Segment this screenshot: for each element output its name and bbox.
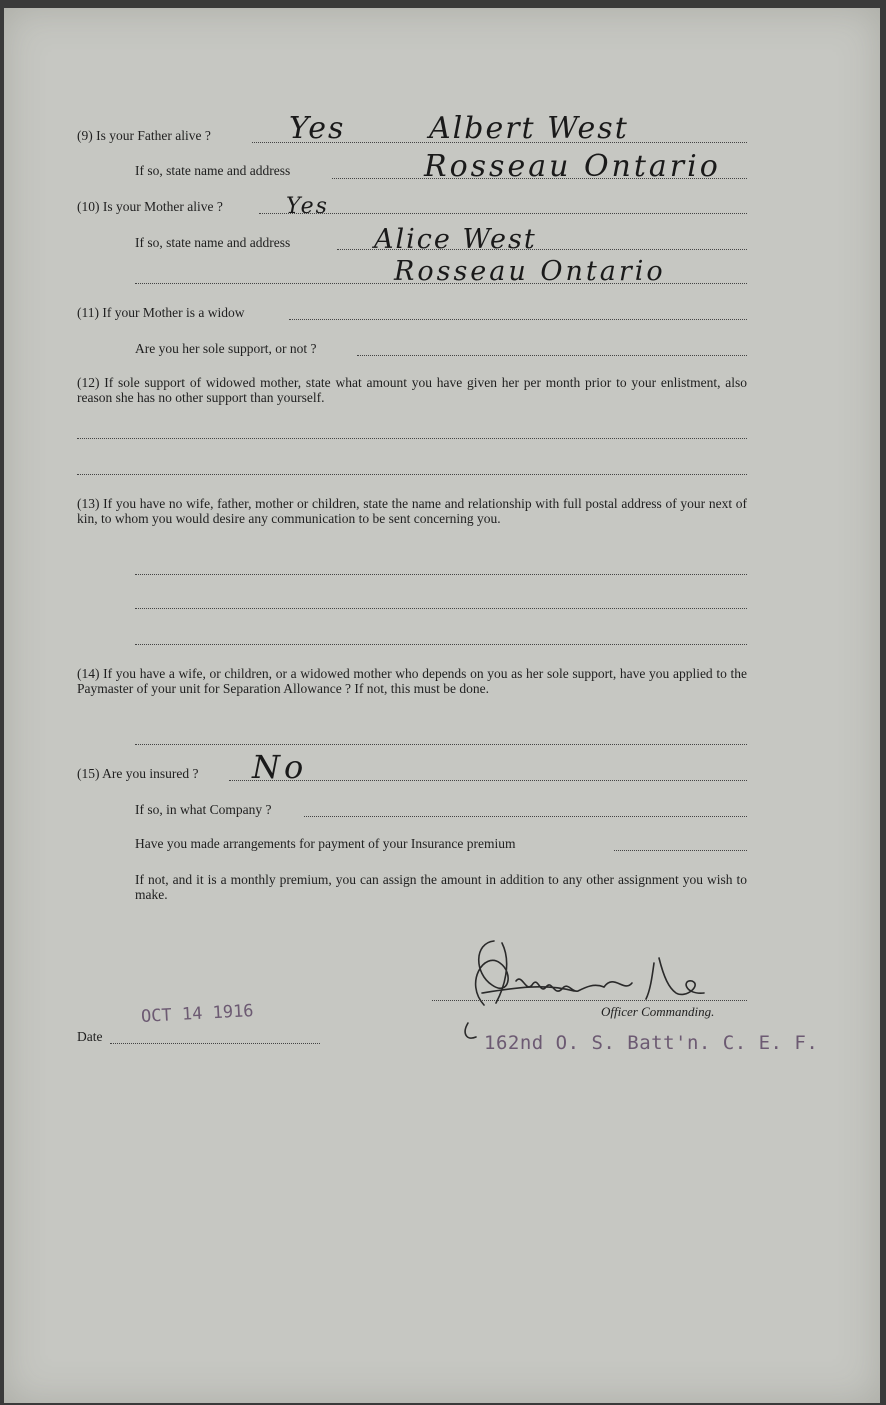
- q10-address: Rosseau Ontario: [394, 256, 666, 287]
- q13-line-3: [135, 644, 747, 645]
- q11-sub: Are you her sole support, or not ?: [135, 341, 317, 356]
- q15-company-line: [304, 816, 747, 817]
- q10-name: Alice West: [374, 224, 537, 255]
- q12-text: (12) If sole support of widowed mother, state what amount you have given her per month prior to your enlistment, also reason she has no other support than yourself.: [77, 375, 747, 405]
- q9-question: (9) Is your Father alive ?: [77, 128, 211, 143]
- q14-text: (14) If you have a wife, or children, or a widowed mother who depends on you as her sole support, have you applied to the Paymaster of your unit for Separation Allowance ? If not, this must be done.: [77, 666, 747, 696]
- q13-text: (13) If you have no wife, father, mother or children, state the name and relationship with full postal address of your next of kin, to whom you would desire any communication to be sent concerning you.: [77, 496, 747, 526]
- q9-answer: Yes: [289, 111, 346, 146]
- date-stamp: OCT 14 1916: [140, 1001, 255, 1027]
- q11-question: (11) If your Mother is a widow: [77, 305, 245, 320]
- q11-sub-line: [357, 355, 747, 356]
- q15-company: If so, in what Company ?: [135, 802, 272, 817]
- officer-signature-icon: [454, 933, 724, 1048]
- date-line: [110, 1043, 320, 1044]
- q10-question: (10) Is your Mother alive ?: [77, 199, 223, 214]
- q13-line-1: [135, 574, 747, 575]
- q14-line: [135, 744, 747, 745]
- q10-answer: Yes: [286, 194, 329, 219]
- q15-answer: No: [252, 748, 308, 786]
- officer-label: Officer Commanding.: [601, 1004, 715, 1019]
- q10-sub: If so, state name and address: [135, 235, 291, 250]
- q9-sub: If so, state name and address: [135, 163, 291, 178]
- q15-question: (15) Are you insured ?: [77, 766, 199, 781]
- q15-arrangements-line: [614, 850, 747, 851]
- date-label: Date: [77, 1029, 103, 1044]
- q10-answer-line: [259, 213, 747, 214]
- document-page: [4, 8, 880, 1403]
- q9-name: Albert West: [429, 111, 629, 146]
- q12-line-2: [77, 474, 747, 475]
- q12-line-1: [77, 438, 747, 439]
- q15-monthly: If not, and it is a monthly premium, you can assign the amount in addition to any other assignment you wish to make.: [135, 872, 747, 902]
- q9-address: Rosseau Ontario: [424, 149, 721, 184]
- q15-arrangements: Have you made arrangements for payment of your Insurance premium: [135, 836, 516, 851]
- q11-line: [289, 319, 747, 320]
- q13-line-2: [135, 608, 747, 609]
- battalion-stamp: 162nd O. S. Batt'n. C. E. F.: [484, 1032, 819, 1054]
